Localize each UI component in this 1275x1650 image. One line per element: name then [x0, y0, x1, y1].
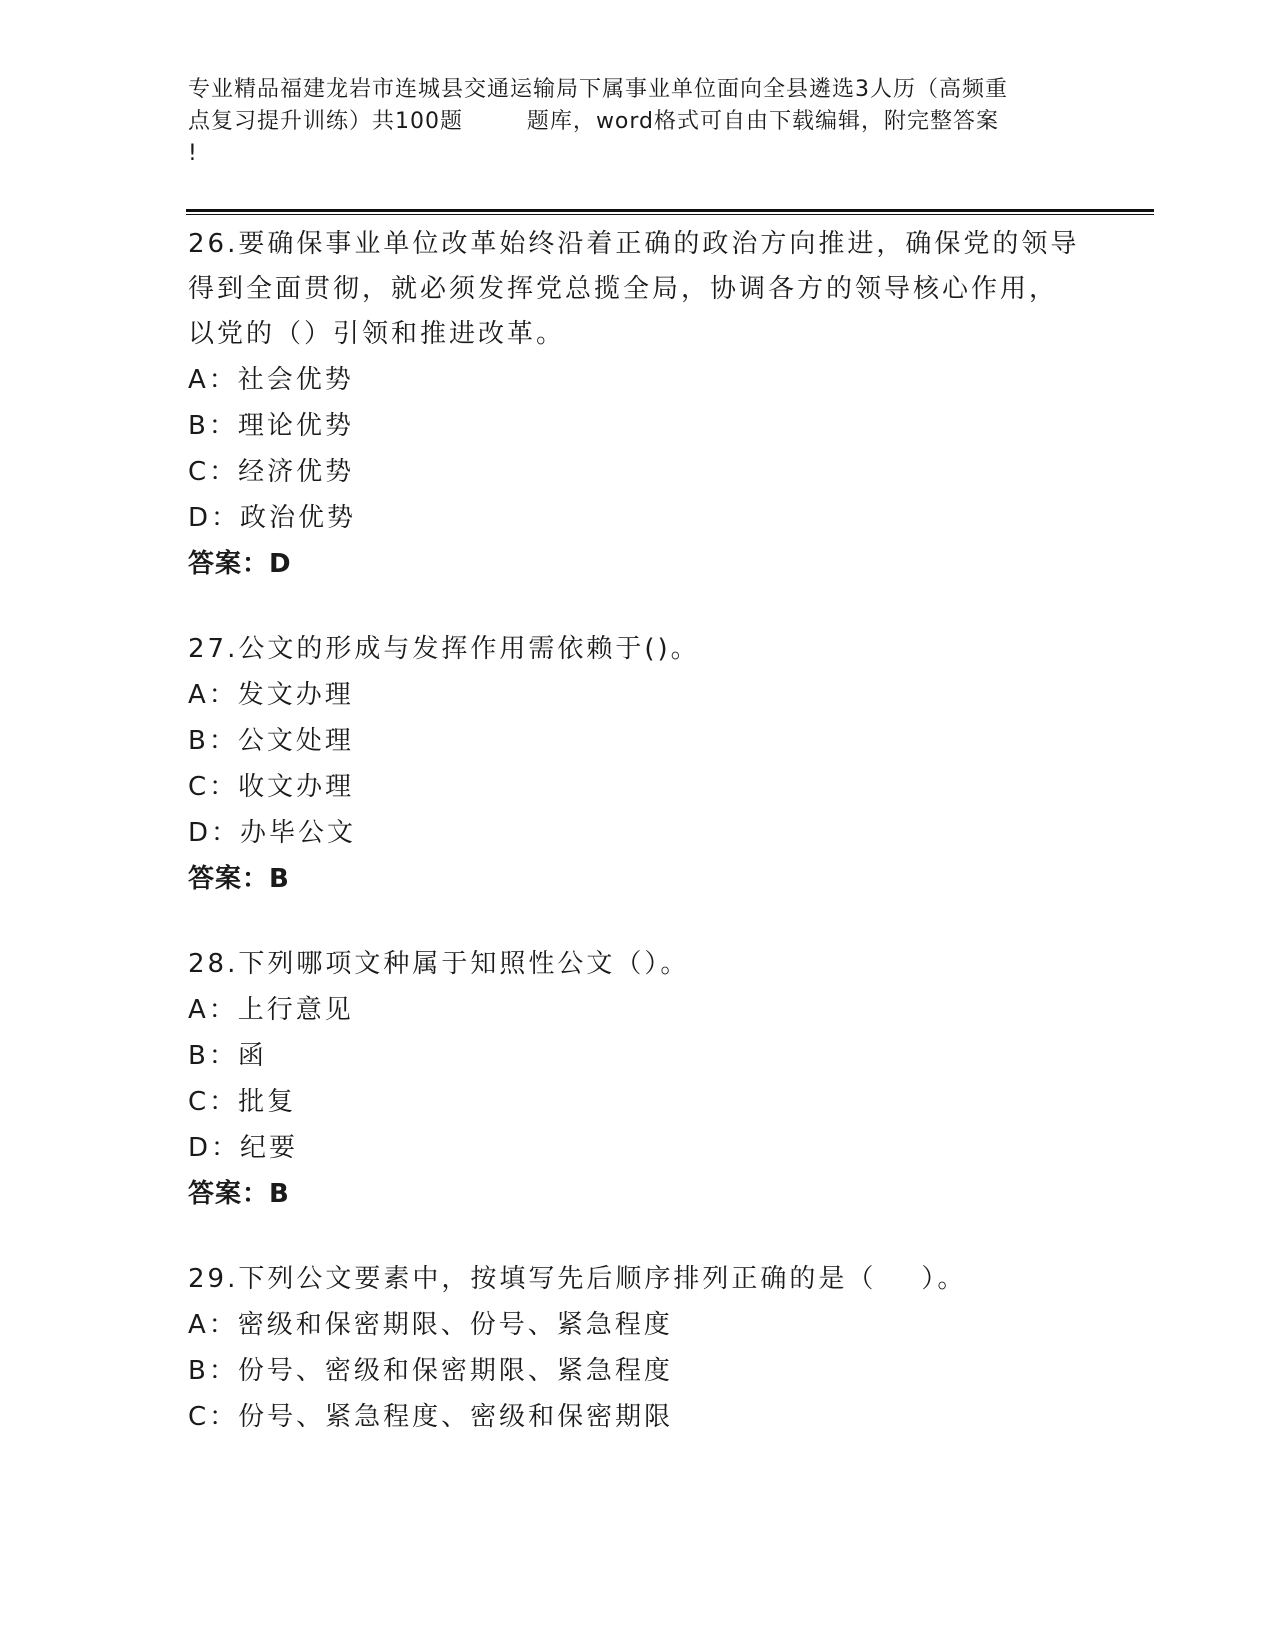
- question-list: [188, 222, 1108, 1440]
- answer-text: 答案：B: [188, 1179, 290, 1209]
- option-b: B：函: [188, 1041, 267, 1071]
- question-28: [188, 942, 1108, 1217]
- option-c: C：批复: [188, 1087, 297, 1117]
- option-a: A：发文办理: [188, 680, 354, 710]
- header-line: 点复习提升训练）共100题 题库，word格式可自由下载编辑，附完整答案: [188, 109, 1000, 134]
- option-b: B：份号、密级和保密期限、紧急程度: [188, 1356, 673, 1386]
- option-d: D：政治优势: [188, 503, 357, 533]
- stem-line: 27.公文的形成与发挥作用需依赖于()。: [188, 634, 700, 664]
- option-b: B：理论优势: [188, 411, 354, 441]
- answer-text: 答案：D: [188, 549, 292, 579]
- question-spacer: [188, 587, 1108, 627]
- stem-line: 26.要确保事业单位改革始终沿着正确的政治方向推进，确保党的领导: [188, 229, 1080, 259]
- question-stem: [188, 627, 1108, 672]
- stem-line: 29.下列公文要素中，按填写先后顺序排列正确的是（ ）。: [188, 1264, 967, 1294]
- document-header: [188, 74, 1088, 170]
- question-spacer: [188, 1217, 1108, 1257]
- question-stem: [188, 1257, 1108, 1302]
- header-line: 专业精品福建龙岩市连城县交通运输局下属事业单位面向全县遴选3人历（高频重: [188, 77, 1008, 102]
- header-divider-thin: [186, 214, 1154, 215]
- question-spacer: [188, 902, 1108, 942]
- stem-line: 28.下列哪项文种属于知照性公文（）。: [188, 949, 690, 979]
- option-c: C：经济优势: [188, 457, 355, 487]
- answer-text: 答案：B: [188, 864, 290, 894]
- stem-line: 以党的（）引领和推进改革。: [188, 319, 566, 349]
- header-divider-thick: [186, 209, 1154, 212]
- option-b: B：公文处理: [188, 726, 354, 756]
- option-c: C：份号、紧急程度、密级和保密期限: [188, 1402, 674, 1432]
- header-line: !: [188, 141, 198, 166]
- stem-line: 得到全面贯彻，就必须发挥党总揽全局，协调各方的领导核心作用，: [188, 274, 1059, 304]
- option-a: A：上行意见: [188, 995, 354, 1025]
- question-stem: [188, 222, 1108, 357]
- option-d: D：纪要: [188, 1133, 299, 1163]
- option-a: A：密级和保密期限、份号、紧急程度: [188, 1310, 673, 1340]
- option-d: D：办毕公文: [188, 818, 357, 848]
- question-stem: [188, 942, 1108, 987]
- question-26: [188, 222, 1108, 587]
- question-29: [188, 1257, 1108, 1440]
- question-27: [188, 627, 1108, 902]
- option-a: A：社会优势: [188, 365, 354, 395]
- option-c: C：收文办理: [188, 772, 355, 802]
